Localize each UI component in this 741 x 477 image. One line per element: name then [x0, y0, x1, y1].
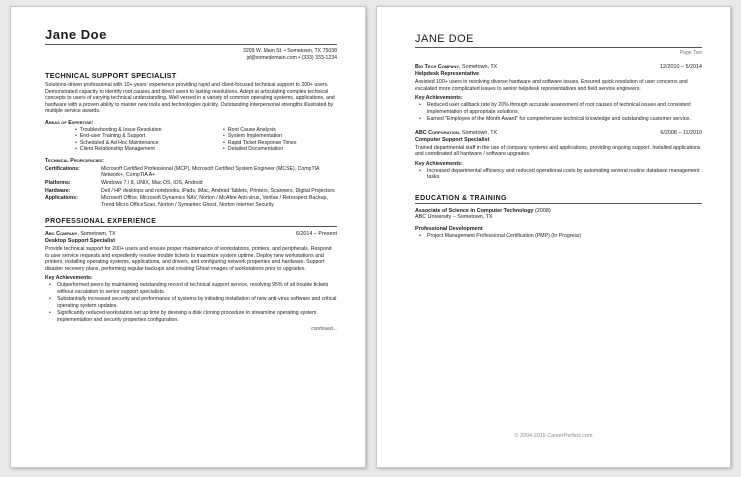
achievements-list [415, 102, 702, 123]
expertise-item: • End-user Training & Support [75, 133, 223, 140]
copyright-footer: © 2004-2015 CareerPerfect.com [514, 433, 593, 439]
achievement-item: • Increased departmental efficiency and reduced operational costs by automating several routine database management tasks. [427, 168, 702, 181]
achievement-item: • Reduced user callback rate by 20% through accurate assessment of root causes of technical issues and consistent implementation of appropriate solutions. [427, 102, 702, 115]
page-number-label: Page Two [679, 50, 702, 56]
job-role: Computer Support Specialist [415, 136, 490, 143]
proficiencies-heading: Technical Proficiencies: [45, 157, 104, 164]
achievement-item: • Earned "Employee of the Month Award" for comprehensive technical knowledge and outstanding customer service. [427, 116, 702, 123]
expertise-item: • Root Cause Analysis [223, 127, 337, 134]
professional-development-list [415, 233, 702, 240]
proficiency-label: Applications: [45, 195, 78, 202]
expertise-item: • Troubleshooting & Issue Resolution [75, 127, 223, 134]
company-name: Abc Company [45, 231, 78, 238]
contact-block [45, 48, 337, 61]
key-achievements-label: Key Achievements: [415, 160, 463, 167]
education-heading: EDUCATION & TRAINING [415, 195, 702, 204]
contact-email-phone: jd@somedomain.com • (333) 333-1234 [246, 54, 337, 61]
expertise-item: • Client Relationship Management [75, 146, 223, 153]
proficiencies-table [45, 166, 337, 210]
job-description: Provide technical support for 200+ users and ensure proper maintenance of workstations, printers, and peripherals. Respond to user service requests and expediently resolve trouble tickets to maximize system uptime. Deploy new workstations and printers, installing operating systems, applications, and drivers, and configuring network properties and hardware. Support disaster recovery plans, performing regular backups and creating Ghost images of workstations prior to upgrades. [45, 246, 332, 272]
school-name: ABC University – Sometown, TX [415, 213, 493, 220]
job-description: Trained departmental staff in the use of company systems and applications, providing ongoing support. Installed applications and coordinated all hardware / software upgrades. [415, 144, 701, 157]
job-header [45, 231, 337, 237]
achievements-list [45, 282, 337, 323]
continued-note: continued... [311, 326, 337, 333]
company-location: , Sometown, TX [458, 129, 498, 136]
experience-heading: PROFESSIONAL EXPERIENCE [45, 218, 337, 227]
proficiency-label: Certifications: [45, 165, 80, 172]
expertise-item: • Detailed Documentation [223, 146, 337, 153]
job-header [415, 130, 702, 136]
proficiency-label: Hardware: [45, 187, 71, 194]
job-dates: 6/2014 – Present [295, 231, 337, 238]
professional-development-heading: Professional Development [415, 225, 483, 232]
degree-year: (2008) [533, 207, 551, 214]
job-dates: 6/2008 – 11/2010 [660, 129, 702, 136]
achievement-item: • Substantially increased security and performance of systems by initiating installation of new anti-virus software and critical operating system updates. [57, 296, 337, 309]
key-achievements-label: Key Achievements: [45, 275, 93, 282]
proficiency-value: Dell / HP desktops and notebooks, iPads, iMac, Android Tablets, Printers, Scanners, Digital Projectors [101, 187, 335, 194]
expertise-item: • Rapid Ticket Response Times [223, 140, 337, 147]
achievement-item: • Outperformed peers by maintaining outstanding record of technical support service, resolving 95% of all trouble tickets without escalation to senior support specialists. [57, 282, 337, 295]
expertise-item: • Scheduled & Ad Hoc Maintenance [75, 140, 223, 147]
header-divider [415, 47, 702, 48]
summary-paragraph: Solutions-driven professional with 10+ years' experience providing rapid and client-focused technical support to 200+ users. Demonstrated capacity to identify root causes and direct users to lasting resolutions. Adept at articulating complex technical concepts to users of varying technical understanding. Well versed in a variety of common operating systems, applications, and hardware with a proven ability to master new tools and technologies quickly. Outstanding interpersonal strengths illustrated by multiple service awards. [45, 82, 335, 115]
resume-page-two [376, 6, 731, 468]
degree-name: Associate of Science in Computer Technology [415, 207, 534, 214]
expertise-list [45, 127, 337, 153]
proficiency-label: Platforms: [45, 179, 71, 186]
resume-page-one [10, 6, 366, 468]
job-dates: 12/2010 – 5/2014 [660, 64, 702, 70]
achievements-list [415, 168, 702, 181]
proficiency-value: Microsoft Certified Professional (MCP), Microsoft Certified System Engineer (MCSE), CompTIA Network+, CompTIA A+ [101, 165, 320, 178]
company-name: Big Tech Company [415, 64, 460, 70]
expertise-heading: Areas of Expertise: [45, 119, 94, 126]
expertise-item: • System Implementation [223, 133, 337, 140]
proficiency-value: Microsoft Office, Microsoft Dynamics NAV, Norton / McAfee Anti-virus, Veritas / Retrospect Backup, Trend Micro OfficeScan, Norton / Symantec Ghost, Norton Internet Security [101, 195, 328, 208]
company-location: , Sometown, TX [77, 231, 116, 238]
candidate-name: Jane Doe [45, 27, 107, 42]
contact-address: 3209 W. Main St. • Sometown, TX 75038 [243, 48, 337, 54]
professional-development-item: • Project Management Professional Certification (PMP) (In Progress) [427, 233, 702, 240]
company-name: ABC Corporation [415, 129, 459, 136]
job-title: TECHNICAL SUPPORT SPECIALIST [45, 71, 177, 81]
header-divider [45, 44, 337, 45]
proficiency-value: Windows 7 / 8, UNIX, Mac OS, iOS, Android [101, 179, 203, 186]
job-description: Assisted 100+ users in resolving diverse hardware and software issues. Ensured quick resolution of user concerns and escalated more complicated issues to senior helpdesk representatives and field service engineers. [415, 79, 688, 92]
job-role: Desktop Support Specialist [45, 238, 116, 245]
key-achievements-label: Key Achievements: [415, 95, 463, 101]
job-role: Helpdesk Representative [415, 71, 480, 77]
company-location: , Sometown, TX [459, 64, 498, 70]
achievement-item: • Significantly reduced workstation set up time by devising a disk cloning procedure to streamline operating system implementation and security properties configuration. [57, 310, 337, 323]
candidate-name-page-two: JANE DOE [415, 33, 475, 45]
job-header [415, 64, 702, 70]
